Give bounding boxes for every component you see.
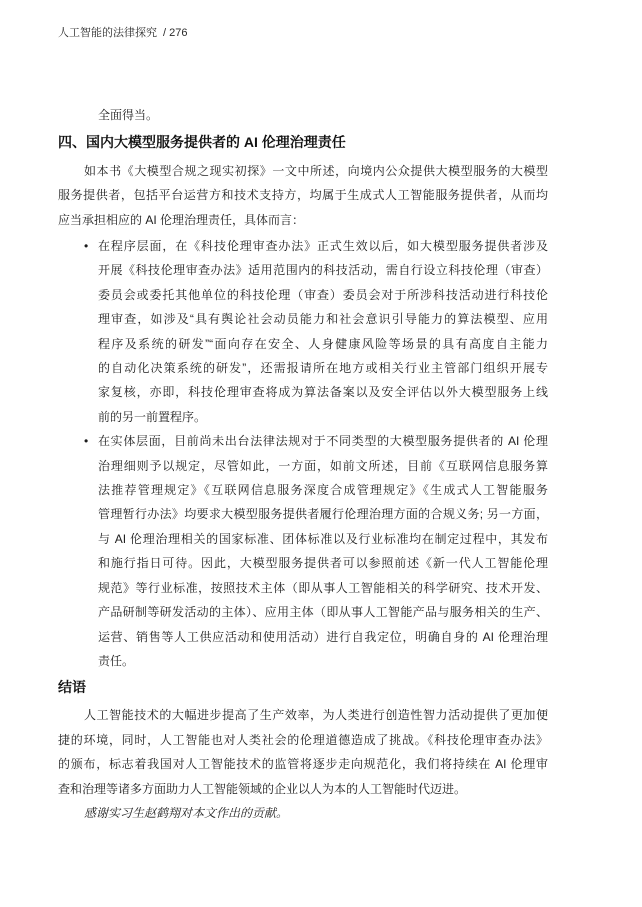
text-line: 服务提供者，包括平台运营方和技术支持方，均属于生成式人工智能服务提供者，从而均 xyxy=(58,188,548,203)
continued-text-line: 全面得当。 xyxy=(98,108,159,122)
text-line: 理审查，如涉及“具有舆论社会动员能力和社会意识引导能力的算法模型、应用 xyxy=(98,312,548,327)
page-number: / 276 xyxy=(163,27,188,39)
book-title: 人工智能的法律探究 xyxy=(58,27,157,39)
text-line: 责任。 xyxy=(98,653,135,668)
bullet-item-substance xyxy=(58,429,548,673)
text-line: 家复核，亦即，科技伦理审查将成为算法备案以及安全评估以外大模型服务上线 xyxy=(98,385,548,400)
conclusion-paragraph xyxy=(58,703,548,801)
text-line: 开展《科技伦理审查办法》适用范围内的科技活动，需自行设立科技伦理（审查） xyxy=(98,263,548,278)
intro-paragraph xyxy=(58,159,548,232)
text-line: 运营、销售等人工供应活动和使用活动）进行自我定位，明确自身的 AI 伦理治理 xyxy=(98,629,548,644)
section-heading: 四、国内大模型服务提供者的 AI 伦理治理责任 xyxy=(58,134,346,150)
text-line: 和施行指日可待。因此，大模型服务提供者可以参照前述《新一代人工智能伦理 xyxy=(98,556,548,571)
text-line: 的颁布，标志着我国对人工智能技术的监管将逐步走向规范化，我们将持续在 AI 伦理审 xyxy=(58,757,548,772)
acknowledgement: 感谢实习生赵鹤翔对本文作出的贡献。 xyxy=(84,805,289,820)
text-line: 委员会或委托其他单位的科技伦理（审查）委员会对于所涉科技活动进行科技伦 xyxy=(98,287,548,302)
text-line: 程序及系统的研发”“面向存在安全、人身健康风险等场景的具有高度自主能力 xyxy=(98,336,548,351)
text-line: 管理暂行办法》均要求大模型服务提供者履行伦理治理方面的合规义务; 另一方面， xyxy=(98,507,548,522)
running-header xyxy=(58,26,187,40)
text-line: 与 AI 伦理治理相关的国家标准、团体标准以及行业标准均在制定过程中，其发布 xyxy=(98,531,548,546)
text-line: 人工智能技术的大幅进步提高了生产效率，为人类进行创造性智力活动提供了更加便 xyxy=(84,708,548,723)
text-line: 产品研制等研发活动的主体）、应用主体（即从事人工智能产品与服务相关的生产、 xyxy=(98,605,548,620)
text-line: 捷的环境，同时，人工智能也对人类社会的伦理道德造成了挑战。《科技伦理审查办法》 xyxy=(58,732,548,747)
conclusion-heading: 结语 xyxy=(58,679,86,696)
bullet-icon: • xyxy=(84,239,89,254)
text-line: 前的另一前置程序。 xyxy=(98,409,207,424)
bullet-icon: • xyxy=(84,434,89,449)
bullet-item-procedure xyxy=(58,234,548,429)
page-body xyxy=(58,103,548,825)
text-line: 在实体层面，目前尚未出台法律法规对于不同类型的大模型服务提供者的 AI 伦理 xyxy=(98,434,548,449)
text-line: 的自动化决策系统的研发”，还需报请所在地方或相关行业主管部门组织开展专 xyxy=(98,361,548,376)
text-line: 法推荐管理规定》《互联网信息服务深度合成管理规定》《生成式人工智能服务 xyxy=(98,483,548,498)
text-line: 治理细则予以规定，尽管如此，一方面，如前文所述，目前《互联网信息服务算 xyxy=(98,458,548,473)
bullet-list xyxy=(58,234,548,673)
text-line: 如本书《大模型合规之现实初探》一文中所述，向境内公众提供大模型服务的大模型 xyxy=(84,164,548,178)
text-line: 查和治理等诸多方面助力人工智能领域的企业以人为本的人工智能时代迈进。 xyxy=(58,781,467,796)
text-line: 规范》等行业标准，按照技术主体（即从事人工智能相关的科学研究、技术开发、 xyxy=(98,580,548,595)
text-line: 应当承担相应的 AI 伦理治理责任，具体而言： xyxy=(58,212,305,227)
text-line: 在程序层面，在《科技伦理审查办法》正式生效以后，如大模型服务提供者涉及 xyxy=(98,239,548,254)
